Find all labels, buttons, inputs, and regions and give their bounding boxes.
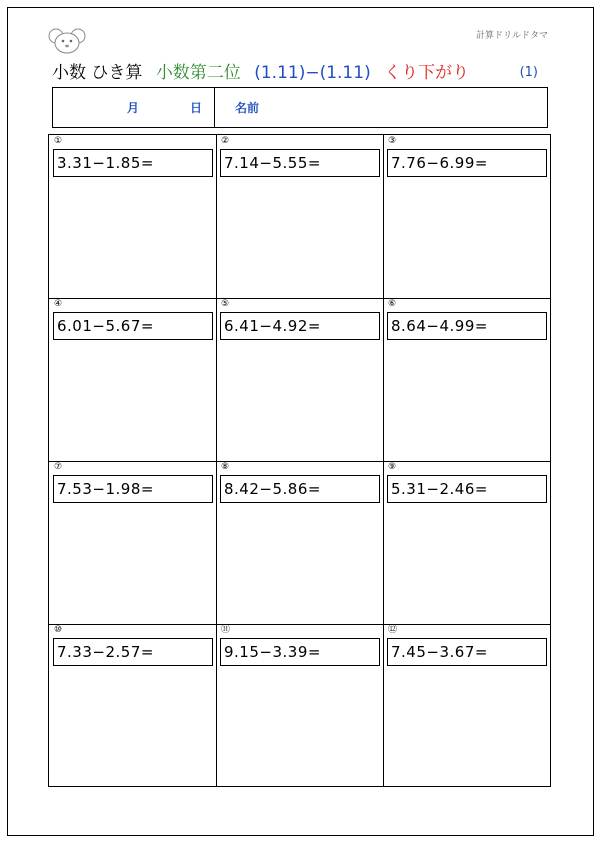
- problem-cell[interactable]: [383, 298, 550, 461]
- problem-cell[interactable]: [383, 461, 550, 624]
- name-label: 名前: [235, 101, 260, 115]
- problem-cell[interactable]: [49, 461, 216, 624]
- problem-number: ⑫: [388, 625, 398, 635]
- problem-number: ⑪: [221, 625, 231, 635]
- problem-expression: 6.41−4.92=: [220, 312, 380, 340]
- worksheet-title: [52, 60, 552, 86]
- problem-number: ⑥: [388, 299, 397, 309]
- problem-number: ⑩: [54, 625, 63, 635]
- problem-cell[interactable]: [216, 461, 383, 624]
- problem-number: ⑧: [221, 462, 230, 472]
- name-divider: [214, 88, 215, 127]
- problem-cell[interactable]: [216, 135, 383, 298]
- mouse-logo-icon: [48, 27, 86, 55]
- title-level: 小数第二位: [155, 63, 241, 83]
- problem-expression: 7.14−5.55=: [220, 149, 380, 177]
- problem-number: ②: [221, 136, 230, 146]
- problem-expression: 7.53−1.98=: [53, 475, 213, 503]
- problem-cell[interactable]: [216, 298, 383, 461]
- problem-cell[interactable]: [383, 624, 550, 787]
- problem-number: ③: [388, 136, 397, 146]
- problem-expression: 5.31−2.46=: [387, 475, 547, 503]
- problem-expression: 3.31−1.85=: [53, 149, 213, 177]
- problem-cell[interactable]: [49, 624, 216, 787]
- title-borrow: くり下がり: [384, 63, 470, 83]
- month-label: 月: [127, 101, 140, 115]
- problem-cell[interactable]: [383, 135, 550, 298]
- problem-expression: 7.45−3.67=: [387, 638, 547, 666]
- title-topic: 小数 ひき算: [52, 63, 143, 83]
- problem-cell[interactable]: [49, 298, 216, 461]
- problem-expression: 6.01−5.67=: [53, 312, 213, 340]
- date-name-box: [52, 87, 548, 128]
- problem-cell[interactable]: [49, 135, 216, 298]
- problem-number: ⑤: [221, 299, 230, 309]
- problem-number: ④: [54, 299, 63, 309]
- problem-grid: [48, 134, 551, 787]
- problem-number: ⑦: [54, 462, 63, 472]
- day-label: 日: [190, 101, 203, 115]
- problem-number: ⑨: [388, 462, 397, 472]
- problem-expression: 7.33−2.57=: [53, 638, 213, 666]
- problem-expression: 8.64−4.99=: [387, 312, 547, 340]
- problem-expression: 8.42−5.86=: [220, 475, 380, 503]
- title-pattern: (1.11)−(1.11): [254, 63, 371, 83]
- problem-expression: 9.15−3.39=: [220, 638, 380, 666]
- brand-text: 計算ドリルドタマ: [475, 31, 548, 41]
- sheet-number: (1): [519, 65, 538, 80]
- problem-number: ①: [54, 136, 63, 146]
- problem-expression: 7.76−6.99=: [387, 149, 547, 177]
- problem-cell[interactable]: [216, 624, 383, 787]
